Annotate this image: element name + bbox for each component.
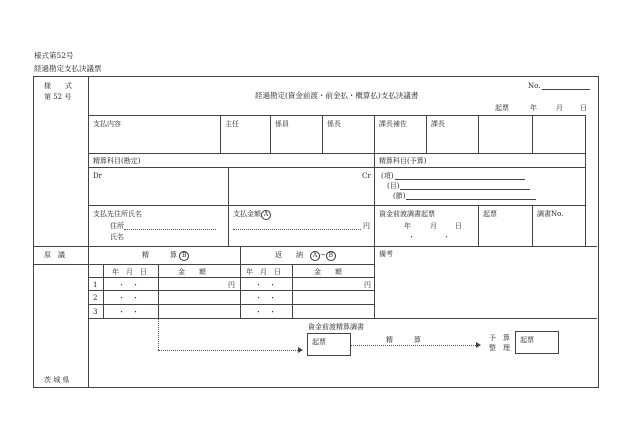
- left-column-divider: [88, 76, 89, 387]
- hennou-mark-a: A: [310, 251, 320, 261]
- approval-div-1: [220, 115, 221, 153]
- payee-kihyo-label: 起票: [483, 210, 497, 218]
- main-title: 経過勘定(資金前渡・前金払・概算払)支払決議書: [255, 91, 419, 100]
- kacho-label: 課長: [431, 120, 445, 128]
- seisan-ymd: 年 月 日: [112, 268, 147, 276]
- approval-top-line: [88, 115, 585, 116]
- seisan-yosan-label: 精算科目(予算): [379, 157, 427, 165]
- hennou-ymd: 年 月 日: [246, 268, 281, 276]
- row-1-hennou-yen: 円: [364, 281, 371, 289]
- row-2-seisan-date: ・ ・: [118, 294, 139, 302]
- setsu-underline: [406, 199, 536, 200]
- chosho-title: 資金前渡精算調書: [308, 323, 364, 331]
- left-label-line2: 第 52 号: [44, 93, 72, 101]
- dr-cr-divider: [228, 167, 229, 205]
- title-month: 月: [556, 104, 563, 112]
- hennou-amount-divider: [292, 264, 293, 318]
- hennou-header: 返 納 A − B: [275, 251, 336, 261]
- payee-label: 支払先住所氏名: [93, 210, 142, 218]
- no-label: No.: [528, 82, 541, 90]
- flow-arrow-1: [298, 347, 303, 353]
- approval-div-2: [270, 115, 271, 153]
- row-1-seisan-yen: 円: [228, 281, 235, 289]
- biko-label: 備考: [379, 250, 393, 258]
- shunin-label: 主任: [225, 120, 239, 128]
- kihyo2-box-label: 起票: [520, 336, 534, 344]
- accounts-header-line: [88, 167, 585, 168]
- advance-month: 月: [430, 222, 437, 230]
- left-label-line1: 様 式: [44, 82, 72, 90]
- left-genin-line: [33, 246, 89, 247]
- flow-dotted-to-right: [351, 345, 476, 346]
- row-number-divider: [103, 264, 104, 318]
- payee-div-4: [532, 205, 533, 246]
- form-title: 経過勘定支払決議票: [34, 64, 102, 73]
- no-underline: [542, 89, 590, 90]
- approval-div-6: [478, 115, 479, 153]
- settlement-top-line: [88, 246, 597, 247]
- approval-div-3: [322, 115, 323, 153]
- flow-arrow-2: [476, 342, 481, 348]
- amount-yen: 円: [363, 222, 370, 230]
- kakaricho-label: 係長: [327, 120, 341, 128]
- seisan-text: 精 算: [142, 251, 177, 259]
- hennou-text: 返 納: [275, 251, 303, 259]
- row-line-1: [88, 290, 374, 291]
- row-2-number: 2: [93, 294, 98, 302]
- content-label: 支払内容: [93, 120, 121, 128]
- moku-underline: [400, 189, 530, 190]
- amount-label: [233, 210, 271, 220]
- payee-right-line: [585, 205, 586, 246]
- amount-mark-a: A: [261, 210, 271, 220]
- advance-day: 日: [455, 222, 462, 230]
- advance-dot-1: ・: [408, 233, 415, 241]
- row-3-hennou-date: ・ ・: [255, 308, 276, 316]
- kou-label: (項): [381, 172, 394, 180]
- kacho-hosa-label: 課長補佐: [379, 120, 407, 128]
- seisan-kanjo-label: 精算科目(勘定): [93, 157, 141, 165]
- address-dotted-line: [124, 229, 216, 230]
- prefecture-label: 茨 城 県: [44, 376, 70, 384]
- flow-dotted-vertical: [158, 318, 159, 350]
- settlement-col-header-line: [88, 277, 374, 278]
- flow-seisan-label: 精 算: [386, 336, 421, 344]
- accounts-right-line: [585, 153, 586, 205]
- settlement-header-line: [88, 264, 374, 265]
- left-genin-line2: [33, 264, 89, 265]
- genin-label: 原 議: [44, 251, 65, 259]
- kou-underline: [395, 179, 525, 180]
- row-2-hennou-date: ・ ・: [255, 294, 276, 302]
- advance-dot-2: ・: [443, 233, 450, 241]
- kakariin-label: 係員: [275, 120, 289, 128]
- approval-div-7: [532, 115, 533, 153]
- amount-label-text: 支払金額: [233, 210, 261, 218]
- row-3-seisan-date: ・ ・: [118, 308, 139, 316]
- seiri-label: 整 理: [489, 344, 510, 352]
- approval-div-5: [426, 115, 427, 153]
- seisan-header: [142, 251, 189, 261]
- settlement-bottom-line: [88, 318, 597, 319]
- hennou-kingaku: 金 額: [314, 268, 342, 276]
- amount-dotted-line: [233, 229, 361, 230]
- moku-label: (目): [387, 182, 400, 190]
- row-3-number: 3: [93, 308, 98, 316]
- seisan-amount-divider: [158, 264, 159, 318]
- flow-dotted-horizontal: [158, 350, 298, 351]
- title-year: 年: [530, 104, 537, 112]
- row-line-2: [88, 304, 374, 305]
- payee-div-2: [374, 205, 375, 246]
- hennou-mark-b: B: [326, 251, 336, 261]
- dr-label: Dr: [93, 172, 102, 180]
- name-label: 氏名: [110, 233, 124, 241]
- seisan-mark-b: B: [179, 251, 189, 261]
- payee-div-1: [228, 205, 229, 246]
- yosan-label: 予 算: [489, 334, 510, 342]
- setsu-label: (節): [393, 192, 406, 200]
- chosho-no-label: 調書No.: [537, 210, 564, 218]
- row-1-number: 1: [93, 281, 98, 289]
- title-day: 日: [580, 104, 587, 112]
- approval-div-4: [374, 115, 375, 153]
- address-label: 住所: [110, 222, 124, 230]
- seisan-kingaku: 金 額: [178, 268, 206, 276]
- kihyo-box-label: 起票: [312, 338, 326, 346]
- row-1-seisan-date: ・ ・: [118, 281, 139, 289]
- cr-label: Cr: [362, 172, 371, 180]
- accounts-bottom-line: [88, 205, 585, 206]
- advance-date-label: 資金前渡調書起票: [379, 210, 435, 218]
- form-number: 様式第52号: [34, 51, 74, 60]
- title-kihyo: 起票: [495, 104, 509, 112]
- approval-right-line: [585, 115, 586, 153]
- approval-bottom-line: [88, 153, 585, 154]
- payee-div-3: [478, 205, 479, 246]
- settlement-mid-line: [240, 246, 241, 318]
- row-1-hennou-date: ・ ・: [255, 281, 276, 289]
- accounts-mid-line: [374, 153, 375, 205]
- advance-year: 年: [404, 222, 411, 230]
- settlement-right-line: [374, 246, 375, 318]
